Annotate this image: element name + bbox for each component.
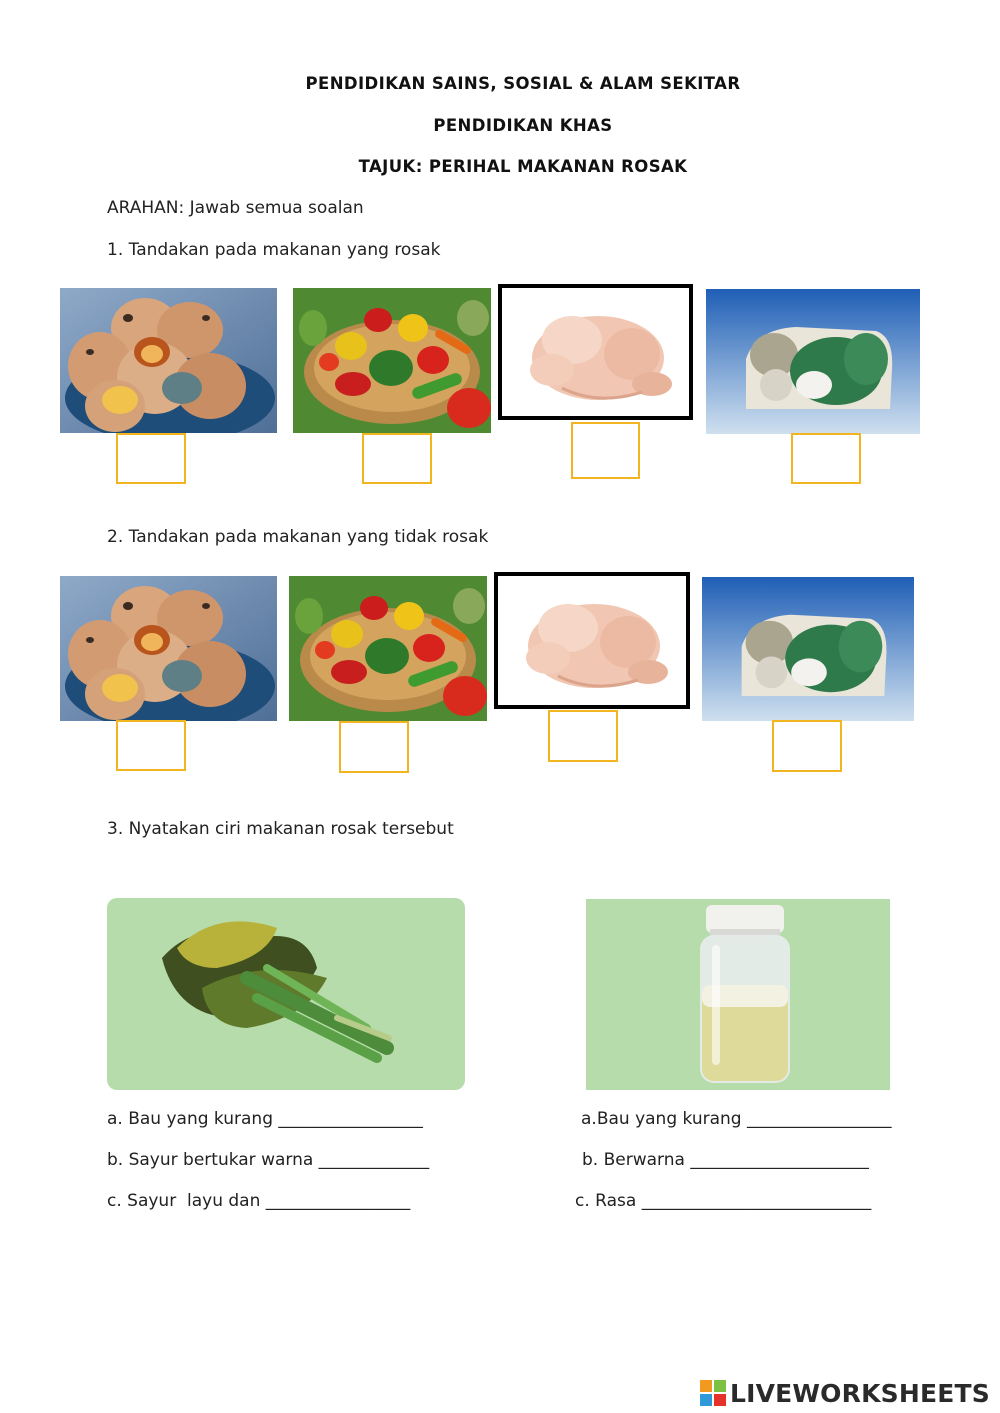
q2-answer-box-bread[interactable] xyxy=(772,720,842,772)
q3-right-answer-c[interactable]: c. Rasa ___________________________ xyxy=(575,1191,872,1211)
worksheet-subject: PENDIDIKAN SAINS, SOSIAL & ALAM SEKITAR xyxy=(305,74,741,93)
raw-chicken-image xyxy=(494,572,690,709)
question-2-prompt: 2. Tandakan pada makanan yang tidak rosak xyxy=(107,527,489,547)
q3-left-answer-c[interactable]: c. Sayur layu dan _________________ xyxy=(107,1191,411,1211)
rotten-eggs-image xyxy=(60,576,277,721)
q3-left-answer-b[interactable]: b. Sayur bertukar warna _____________ xyxy=(107,1150,430,1170)
q3-right-answer-a[interactable]: a.Bau yang kurang _________________ xyxy=(581,1109,892,1129)
rotten-eggs-image xyxy=(60,288,277,433)
question-1-prompt: 1. Tandakan pada makanan yang rosak xyxy=(107,240,441,260)
q2-answer-box-chicken[interactable] xyxy=(548,710,618,762)
liveworksheets-logo-icon xyxy=(700,1380,726,1406)
spoiled-milk-jar-image xyxy=(586,899,890,1090)
q1-answer-box-bread[interactable] xyxy=(791,433,861,484)
q1-answer-box-eggs[interactable] xyxy=(116,433,186,484)
liveworksheets-logo-text: LIVEWORKSHEETS xyxy=(729,1378,990,1408)
q2-answer-box-eggs[interactable] xyxy=(116,720,186,771)
q1-answer-box-chicken[interactable] xyxy=(571,422,640,479)
raw-chicken-image xyxy=(498,284,693,420)
moldy-bread-image xyxy=(702,577,914,721)
moldy-bread-image xyxy=(706,289,920,434)
q3-left-answer-a[interactable]: a. Bau yang kurang _________________ xyxy=(107,1109,423,1129)
liveworksheets-logo xyxy=(700,1376,990,1410)
q1-answer-box-vegetables[interactable] xyxy=(362,433,432,484)
worksheet-category: PENDIDIKAN KHAS xyxy=(433,116,613,135)
question-3-prompt: 3. Nyatakan ciri makanan rosak tersebut xyxy=(107,819,454,839)
worksheet-topic: TAJUK: PERIHAL MAKANAN ROSAK xyxy=(358,157,688,176)
q2-answer-box-vegetables[interactable] xyxy=(339,721,409,773)
wilted-vegetable-image xyxy=(107,898,465,1090)
q3-right-answer-b[interactable]: b. Berwarna _____________________ xyxy=(582,1150,869,1170)
instruction: ARAHAN: Jawab semua soalan xyxy=(107,198,364,218)
vegetable-basket-image xyxy=(293,288,491,433)
vegetable-basket-image xyxy=(289,576,487,721)
